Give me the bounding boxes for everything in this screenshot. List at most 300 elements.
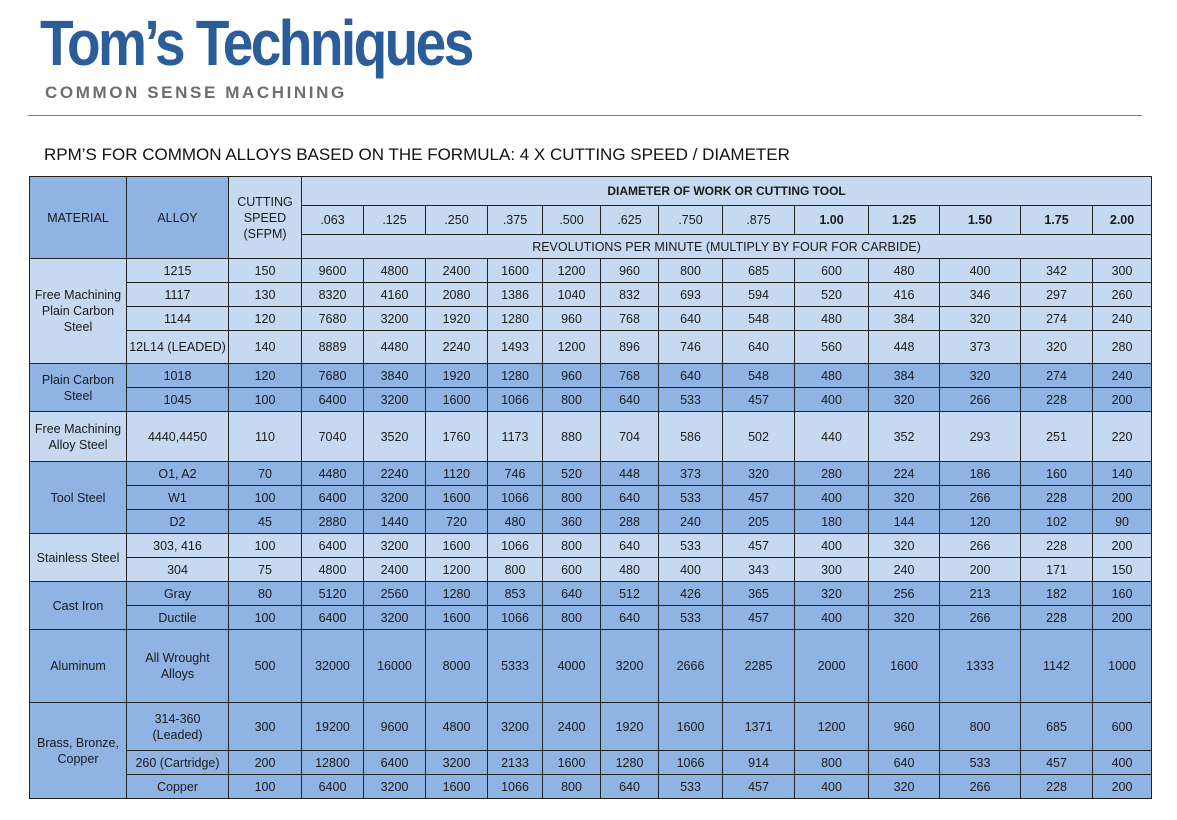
rpm-cell: 320	[869, 534, 940, 558]
rpm-cell: 205	[723, 510, 795, 534]
diameter-header-cell: 1.00	[795, 206, 869, 235]
rpm-cell: 640	[723, 331, 795, 364]
rpm-cell: 400	[795, 486, 869, 510]
alloy-cell: 12L14 (LEADED)	[127, 331, 229, 364]
rpm-cell: 640	[659, 307, 723, 331]
rpm-cell: 520	[543, 462, 601, 486]
rpm-cell: 1173	[488, 412, 543, 462]
rpm-cell: 560	[795, 331, 869, 364]
rpm-cell: 533	[940, 751, 1021, 775]
cutting-speed-cell: 130	[229, 283, 302, 307]
rpm-cell: 200	[1093, 388, 1152, 412]
alloy-cell: 1117	[127, 283, 229, 307]
rpm-cell: 1760	[426, 412, 488, 462]
rpm-cell: 1200	[543, 331, 601, 364]
rpm-table	[29, 176, 1152, 799]
diameter-header-cell: .375	[488, 206, 543, 235]
rpm-cell: 8000	[426, 630, 488, 703]
rpm-cell: 200	[940, 558, 1021, 582]
cutting-speed-cell: 500	[229, 630, 302, 703]
rpm-cell: 1440	[364, 510, 426, 534]
rpm-cell: 704	[601, 412, 659, 462]
rpm-cell: 512	[601, 582, 659, 606]
rpm-cell: 300	[1093, 259, 1152, 283]
rpm-cell: 1280	[601, 751, 659, 775]
rpm-cell: 5120	[302, 582, 364, 606]
cutting-speed-cell: 100	[229, 534, 302, 558]
alloy-cell: 314-360 (Leaded)	[127, 703, 229, 751]
rpm-cell: 320	[723, 462, 795, 486]
rpm-cell: 240	[1093, 307, 1152, 331]
rpm-cell: 4480	[364, 331, 426, 364]
rpm-cell: 960	[543, 307, 601, 331]
rpm-cell: 1066	[488, 534, 543, 558]
logo-title: Tom’s Techniques	[40, 7, 472, 79]
table-row	[30, 283, 1152, 307]
rpm-cell: 342	[1021, 259, 1093, 283]
rpm-cell: 120	[940, 510, 1021, 534]
rpm-cell: 2000	[795, 630, 869, 703]
cutting-speed-cell: 100	[229, 388, 302, 412]
rpm-cell: 914	[723, 751, 795, 775]
rpm-cell: 2080	[426, 283, 488, 307]
rpm-cell: 200	[1093, 534, 1152, 558]
rpm-cell: 457	[723, 486, 795, 510]
cutting-speed-cell: 120	[229, 364, 302, 388]
rpm-cell: 144	[869, 510, 940, 534]
rpm-cell: 6400	[302, 606, 364, 630]
header-divider	[28, 115, 1142, 116]
rpm-cell: 1066	[488, 606, 543, 630]
rpm-cell: 1920	[426, 364, 488, 388]
cutting-speed-cell: 140	[229, 331, 302, 364]
rpm-cell: 266	[940, 486, 1021, 510]
table-row	[30, 630, 1152, 703]
rpm-cell: 1333	[940, 630, 1021, 703]
diameter-header-cell: .750	[659, 206, 723, 235]
page-title: RPM’S FOR COMMON ALLOYS BASED ON THE FORMULA: 4 X CUTTING SPEED / DIAMETER	[44, 145, 790, 164]
cutting-speed-cell: 70	[229, 462, 302, 486]
rpm-cell: 19200	[302, 703, 364, 751]
rpm-cell: 256	[869, 582, 940, 606]
table-row	[30, 412, 1152, 462]
alloy-cell: 304	[127, 558, 229, 582]
rpm-cell: 640	[601, 486, 659, 510]
rpm-cell: 240	[1093, 364, 1152, 388]
rpm-cell: 457	[723, 775, 795, 799]
rpm-cell: 320	[795, 582, 869, 606]
rpm-cell: 365	[723, 582, 795, 606]
rpm-cell: 533	[659, 775, 723, 799]
cutting-speed-cell: 110	[229, 412, 302, 462]
rpm-cell: 533	[659, 486, 723, 510]
rpm-cell: 228	[1021, 775, 1093, 799]
table-row	[30, 486, 1152, 510]
rpm-cell: 213	[940, 582, 1021, 606]
rpm-cell: 685	[723, 259, 795, 283]
rpm-cell: 400	[659, 558, 723, 582]
diameter-header-cell: .625	[601, 206, 659, 235]
rpm-cell: 2240	[426, 331, 488, 364]
material-cell: Brass, Bronze, Copper	[30, 703, 127, 799]
diameter-header-cell: 1.50	[940, 206, 1021, 235]
rpm-cell: 1280	[488, 307, 543, 331]
rpm-cell: 594	[723, 283, 795, 307]
rpm-cell: 320	[940, 307, 1021, 331]
cutting-speed-cell: 100	[229, 775, 302, 799]
rpm-cell: 2285	[723, 630, 795, 703]
rpm-cell: 800	[659, 259, 723, 283]
rpm-cell: 180	[795, 510, 869, 534]
rpm-cell: 228	[1021, 534, 1093, 558]
rpm-cell: 2880	[302, 510, 364, 534]
rpm-cell: 3200	[426, 751, 488, 775]
rpm-cell: 280	[1093, 331, 1152, 364]
alloy-cell: Copper	[127, 775, 229, 799]
rpm-cell: 1600	[488, 259, 543, 283]
rpm-cell: 200	[1093, 775, 1152, 799]
rpm-cell: 480	[601, 558, 659, 582]
diameter-header-cell: .250	[426, 206, 488, 235]
table-row	[30, 775, 1152, 799]
cutting-speed-cell: 120	[229, 307, 302, 331]
rpm-cell: 3200	[364, 486, 426, 510]
cutting-speed-header	[229, 177, 302, 259]
rpm-cell: 800	[543, 606, 601, 630]
rpm-cell: 7680	[302, 364, 364, 388]
rpm-cell: 640	[601, 534, 659, 558]
rpm-cell: 224	[869, 462, 940, 486]
rpm-cell: 3200	[364, 775, 426, 799]
alloy-cell: D2	[127, 510, 229, 534]
rpm-cell: 400	[795, 534, 869, 558]
cutting-speed-line1: CUTTING	[237, 194, 293, 209]
table-row	[30, 751, 1152, 775]
rpm-cell: 768	[601, 364, 659, 388]
rpm-cell: 384	[869, 364, 940, 388]
diameter-header-cell: 1.25	[869, 206, 940, 235]
rpm-cell: 533	[659, 534, 723, 558]
rpm-cell: 343	[723, 558, 795, 582]
rpm-cell: 426	[659, 582, 723, 606]
rpm-cell: 373	[659, 462, 723, 486]
rpm-cell: 373	[940, 331, 1021, 364]
rpm-cell: 1280	[488, 364, 543, 388]
rpm-cell: 280	[795, 462, 869, 486]
rpm-cell: 320	[1021, 331, 1093, 364]
rpm-cell: 360	[543, 510, 601, 534]
rpm-cell: 960	[601, 259, 659, 283]
rpm-cell: 1600	[543, 751, 601, 775]
rpm-cell: 832	[601, 283, 659, 307]
rpm-cell: 480	[795, 364, 869, 388]
rpm-cell: 346	[940, 283, 1021, 307]
rpm-cell: 160	[1093, 582, 1152, 606]
rpm-cell: 1493	[488, 331, 543, 364]
rpm-cell: 3520	[364, 412, 426, 462]
rpm-cell: 2240	[364, 462, 426, 486]
rpm-cell: 4800	[364, 259, 426, 283]
rpm-cell: 1920	[426, 307, 488, 331]
table-row	[30, 534, 1152, 558]
rpm-cell: 320	[869, 486, 940, 510]
rpm-cell: 960	[869, 703, 940, 751]
rpm-cell: 274	[1021, 364, 1093, 388]
alloy-cell: 1144	[127, 307, 229, 331]
rpm-cell: 9600	[302, 259, 364, 283]
rpm-cell: 266	[940, 606, 1021, 630]
rpm-cell: 266	[940, 388, 1021, 412]
rpm-cell: 640	[601, 388, 659, 412]
rpm-cell: 400	[795, 775, 869, 799]
rpm-cell: 440	[795, 412, 869, 462]
rpm-cell: 640	[601, 775, 659, 799]
rpm-cell: 2400	[543, 703, 601, 751]
rpm-cell: 251	[1021, 412, 1093, 462]
rpm-cell: 800	[543, 388, 601, 412]
cutting-speed-cell: 100	[229, 486, 302, 510]
rpm-cell: 457	[723, 388, 795, 412]
table-row	[30, 364, 1152, 388]
diameter-header-cell: .875	[723, 206, 795, 235]
material-cell: Tool Steel	[30, 462, 127, 534]
diameter-header-cell: .063	[302, 206, 364, 235]
rpm-cell: 1066	[488, 775, 543, 799]
rpm-cell: 1120	[426, 462, 488, 486]
alloy-cell: All Wrought Alloys	[127, 630, 229, 703]
table-row	[30, 462, 1152, 486]
rpm-cell: 1066	[659, 751, 723, 775]
alloy-cell: 1018	[127, 364, 229, 388]
rpm-cell: 800	[940, 703, 1021, 751]
table-row	[30, 307, 1152, 331]
rpm-cell: 853	[488, 582, 543, 606]
rpm-cell: 640	[869, 751, 940, 775]
alloy-cell: 1045	[127, 388, 229, 412]
rpm-cell: 3200	[364, 534, 426, 558]
cutting-speed-line2: SPEED	[243, 210, 287, 225]
rpm-cell: 600	[795, 259, 869, 283]
rpm-cell: 640	[601, 606, 659, 630]
rpm-cell: 586	[659, 412, 723, 462]
rpm-cell: 2400	[426, 259, 488, 283]
rpm-cell: 746	[659, 331, 723, 364]
diameter-header: DIAMETER OF WORK OR CUTTING TOOL	[302, 177, 1152, 206]
rpm-cell: 4160	[364, 283, 426, 307]
alloy-cell: 4440,4450	[127, 412, 229, 462]
rpm-cell: 1600	[426, 388, 488, 412]
alloy-cell: Gray	[127, 582, 229, 606]
rpm-cell: 320	[940, 364, 1021, 388]
rpm-cell: 880	[543, 412, 601, 462]
table-row	[30, 510, 1152, 534]
table-row	[30, 558, 1152, 582]
rpm-cell: 274	[1021, 307, 1093, 331]
rpm-cell: 2560	[364, 582, 426, 606]
rpm-cell: 896	[601, 331, 659, 364]
rpm-cell: 171	[1021, 558, 1093, 582]
rpm-cell: 220	[1093, 412, 1152, 462]
alloy-cell: 260 (Cartridge)	[127, 751, 229, 775]
diameter-header-cell: 1.75	[1021, 206, 1093, 235]
rpm-cell: 16000	[364, 630, 426, 703]
rpm-cell: 288	[601, 510, 659, 534]
rpm-cell: 800	[543, 486, 601, 510]
rpm-cell: 4800	[426, 703, 488, 751]
table-row	[30, 703, 1152, 751]
rpm-cell: 480	[795, 307, 869, 331]
cutting-speed-cell: 200	[229, 751, 302, 775]
rpm-cell: 140	[1093, 462, 1152, 486]
rpm-cell: 260	[1093, 283, 1152, 307]
rpm-cell: 8889	[302, 331, 364, 364]
rpm-cell: 400	[940, 259, 1021, 283]
rpm-cell: 266	[940, 534, 1021, 558]
rpm-cell: 1600	[426, 606, 488, 630]
rpm-cell: 720	[426, 510, 488, 534]
rpm-cell: 800	[543, 534, 601, 558]
rpm-cell: 400	[795, 388, 869, 412]
rpm-cell: 2666	[659, 630, 723, 703]
diameter-header-cell: 2.00	[1093, 206, 1152, 235]
alloy-cell: O1, A2	[127, 462, 229, 486]
rpm-cell: 448	[601, 462, 659, 486]
rpm-cell: 1200	[426, 558, 488, 582]
rpm-cell: 640	[659, 364, 723, 388]
rpm-cell: 1040	[543, 283, 601, 307]
cutting-speed-cell: 75	[229, 558, 302, 582]
rpm-cell: 4000	[543, 630, 601, 703]
rpm-cell: 3200	[601, 630, 659, 703]
rpm-cell: 12800	[302, 751, 364, 775]
rpm-cell: 90	[1093, 510, 1152, 534]
rpm-cell: 1280	[426, 582, 488, 606]
cutting-speed-cell: 80	[229, 582, 302, 606]
cutting-speed-cell: 300	[229, 703, 302, 751]
table-row	[30, 582, 1152, 606]
table-row	[30, 259, 1152, 283]
rpm-cell: 297	[1021, 283, 1093, 307]
alloy-cell: W1	[127, 486, 229, 510]
rpm-cell: 400	[795, 606, 869, 630]
rpm-cell: 6400	[302, 775, 364, 799]
rpm-cell: 352	[869, 412, 940, 462]
rpm-cell: 1371	[723, 703, 795, 751]
rpm-cell: 3840	[364, 364, 426, 388]
material-cell: Aluminum	[30, 630, 127, 703]
rpm-cell: 416	[869, 283, 940, 307]
material-cell: Cast Iron	[30, 582, 127, 630]
rpm-cell: 600	[1093, 703, 1152, 751]
rpm-cell: 457	[1021, 751, 1093, 775]
rpm-cell: 1000	[1093, 630, 1152, 703]
alloy-cell: 1215	[127, 259, 229, 283]
rpm-cell: 240	[659, 510, 723, 534]
logo-subtitle: COMMON SENSE MACHINING	[45, 83, 347, 102]
rpm-cell: 200	[1093, 486, 1152, 510]
rpm-cell: 1600	[426, 775, 488, 799]
rpm-cell: 693	[659, 283, 723, 307]
rpm-cell: 7040	[302, 412, 364, 462]
rpm-cell: 1386	[488, 283, 543, 307]
logo	[40, 7, 472, 102]
material-cell: Plain Carbon Steel	[30, 364, 127, 412]
rpm-cell: 800	[488, 558, 543, 582]
rpm-cell: 400	[1093, 751, 1152, 775]
rpm-cell: 320	[869, 388, 940, 412]
rpm-cell: 3200	[488, 703, 543, 751]
rpm-cell: 448	[869, 331, 940, 364]
rpm-cell: 548	[723, 307, 795, 331]
rpm-cell: 685	[1021, 703, 1093, 751]
alloy-cell: 303, 416	[127, 534, 229, 558]
rpm-cell: 640	[543, 582, 601, 606]
rpm-cell: 186	[940, 462, 1021, 486]
rpm-cell: 548	[723, 364, 795, 388]
rpm-cell: 4800	[302, 558, 364, 582]
cutting-speed-cell: 100	[229, 606, 302, 630]
cutting-speed-cell: 150	[229, 259, 302, 283]
cutting-speed-line3: (SFPM)	[243, 226, 287, 241]
rpm-cell: 228	[1021, 606, 1093, 630]
rpm-cell: 3200	[364, 388, 426, 412]
rpm-cell: 1200	[543, 259, 601, 283]
alloy-header: ALLOY	[127, 177, 229, 259]
rpm-cell: 228	[1021, 486, 1093, 510]
material-header: MATERIAL	[30, 177, 127, 259]
rpm-cell: 228	[1021, 388, 1093, 412]
rpm-cell: 6400	[364, 751, 426, 775]
rpm-cell: 6400	[302, 388, 364, 412]
rpm-cell: 8320	[302, 283, 364, 307]
rpm-cell: 200	[1093, 606, 1152, 630]
rpm-cell: 480	[869, 259, 940, 283]
table-body	[30, 259, 1152, 799]
rpm-cell: 160	[1021, 462, 1093, 486]
rpm-cell: 1142	[1021, 630, 1093, 703]
rpm-cell: 320	[869, 775, 940, 799]
rpm-cell: 9600	[364, 703, 426, 751]
rpm-cell: 1600	[426, 534, 488, 558]
rpm-cell: 1600	[869, 630, 940, 703]
rpm-cell: 2133	[488, 751, 543, 775]
table-row	[30, 388, 1152, 412]
rpm-cell: 240	[869, 558, 940, 582]
rpm-cell: 384	[869, 307, 940, 331]
rpm-cell: 102	[1021, 510, 1093, 534]
table-header	[30, 177, 1152, 259]
diameter-header-cell: .125	[364, 206, 426, 235]
rpm-cell: 1066	[488, 486, 543, 510]
rpm-cell: 293	[940, 412, 1021, 462]
rpm-cell: 5333	[488, 630, 543, 703]
rpm-cell: 150	[1093, 558, 1152, 582]
cutting-speed-cell: 45	[229, 510, 302, 534]
table-row	[30, 331, 1152, 364]
rpm-cell: 6400	[302, 534, 364, 558]
rpm-cell: 6400	[302, 486, 364, 510]
rpm-cell: 7680	[302, 307, 364, 331]
rpm-cell: 1066	[488, 388, 543, 412]
rpm-cell: 768	[601, 307, 659, 331]
alloy-cell: Ductile	[127, 606, 229, 630]
rpm-cell: 746	[488, 462, 543, 486]
rpm-cell: 4480	[302, 462, 364, 486]
rpm-cell: 182	[1021, 582, 1093, 606]
rpm-cell: 1200	[795, 703, 869, 751]
rpm-cell: 266	[940, 775, 1021, 799]
rpm-cell: 1600	[426, 486, 488, 510]
